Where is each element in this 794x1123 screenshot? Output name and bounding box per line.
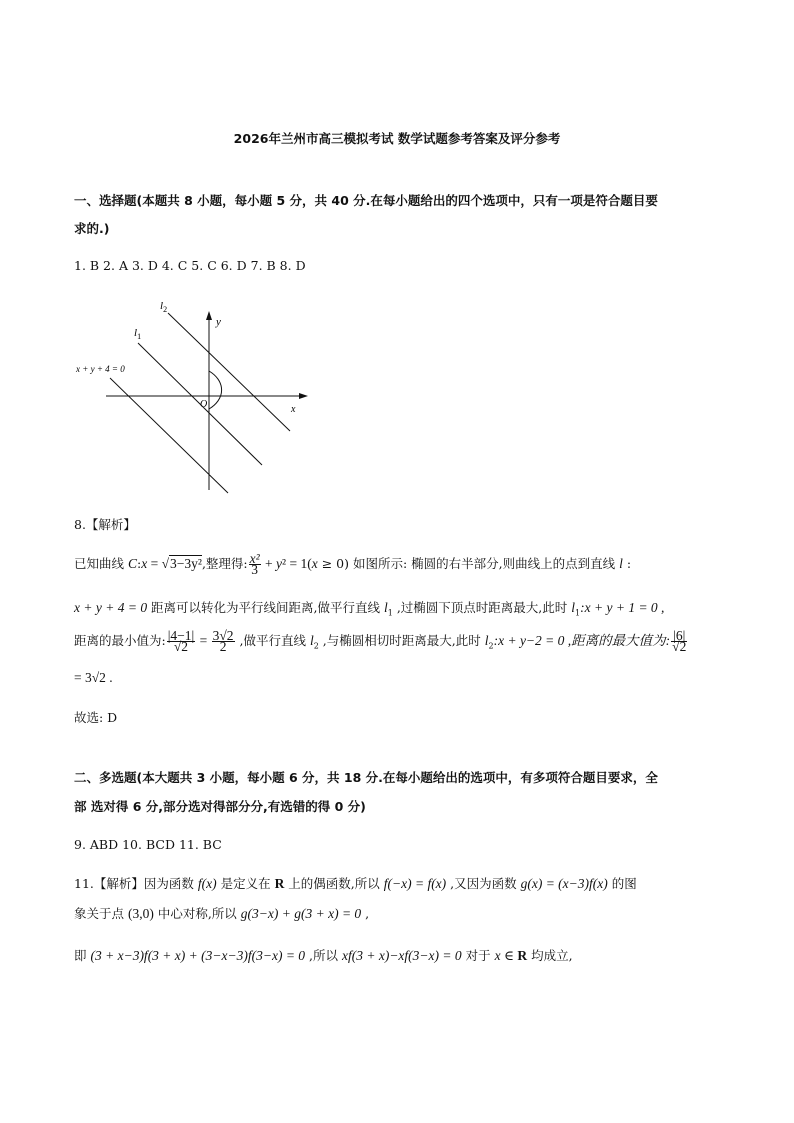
label-line-equation: x + y + 4 = 0 bbox=[76, 364, 125, 374]
page-title: 2026年兰州市高三模拟考试 数学试题参考答案及评分参考 bbox=[233, 131, 561, 146]
label-x-axis: x bbox=[291, 404, 296, 415]
q8-line3: 距离的最小值为: $\frac{|4-1|}{√2}$ = $\frac{3√2}{2}$ ,做平行直线 $l_2$ ,与椭圆相切时距离最大,此时 $l_2:x + y-2 = 0$ ,距离的最大值为: $\frac{|6|}{√2}$ bbox=[74, 628, 687, 654]
section2-heading-line2: 部 选对得 6 分,部分选对得部分分,有选错的得 0 分) bbox=[74, 799, 366, 814]
q8-line1: 已知曲线 C:x = √3−3y²,整理得: $\frac{\text{x²}}{3}$ + y² = 1(x ≥ 0) 如图所示: 椭圆的右半部分,则曲线上的点到直线 l : bbox=[74, 551, 632, 577]
q8-choice: 故选: D bbox=[74, 710, 118, 725]
ellipse-right-half bbox=[209, 371, 222, 409]
q8-label: 8.【解析】 bbox=[74, 517, 136, 532]
section2-heading-line1: 二、多选题(本大题共 3 小题，每小题 6 分，共 18 分.在每小题给出的选项中，有多项符合题目要求，全 bbox=[74, 770, 658, 785]
label-y-axis: y bbox=[216, 316, 221, 328]
section2-answers: 9. ABD 10. BCD 11. BC bbox=[74, 837, 222, 852]
section1-heading-line2: 求的.) bbox=[74, 221, 110, 236]
q8-line4: = 3√2 . bbox=[74, 670, 113, 685]
label-origin: O bbox=[200, 399, 208, 410]
section1-answers: 1. B 2. A 3. D 4. C 5. C 6. D 7. B 8. D bbox=[74, 258, 306, 273]
line-x-y-4 bbox=[110, 378, 228, 493]
x-axis-arrow bbox=[299, 393, 308, 399]
q11-line2: 象关于点 (3,0) 中心对称,所以 g(3−x) + g(3 + x) = 0 , bbox=[74, 906, 370, 921]
line-l2 bbox=[168, 313, 290, 431]
q11-line1: 11.【解析】因为函数 f(x) 是定义在 R 上的偶函数,所以 f(−x) = f(x) ,又因为函数 g(x) = (x−3)f(x) 的图 bbox=[74, 876, 637, 891]
q8-line2: x + y + 4 = 0 距离可以转化为平行线间距离,做平行直线 $l_1$ ,过椭圆下顶点时距离最大,此时 $l_1:x + y + 1 = 0$ , bbox=[74, 600, 665, 618]
label-l2: $l_2$ bbox=[160, 300, 168, 314]
y-axis-arrow bbox=[206, 311, 212, 320]
section1-heading-line1: 一、选择题(本题共 8 小题，每小题 5 分，共 40 分.在每小题给出的四个选项中，只有一项是符合题目要 bbox=[74, 193, 658, 208]
q11-line3: 即 (3 + x−3)f(3 + x) + (3−x−3)f(3−x) = 0 ,所以 xf(3 + x)−xf(3−x) = 0 对于 x ∈ R 均成立, bbox=[74, 948, 573, 963]
geometry-figure bbox=[70, 295, 310, 495]
label-l1: $l_1$ bbox=[134, 327, 142, 341]
